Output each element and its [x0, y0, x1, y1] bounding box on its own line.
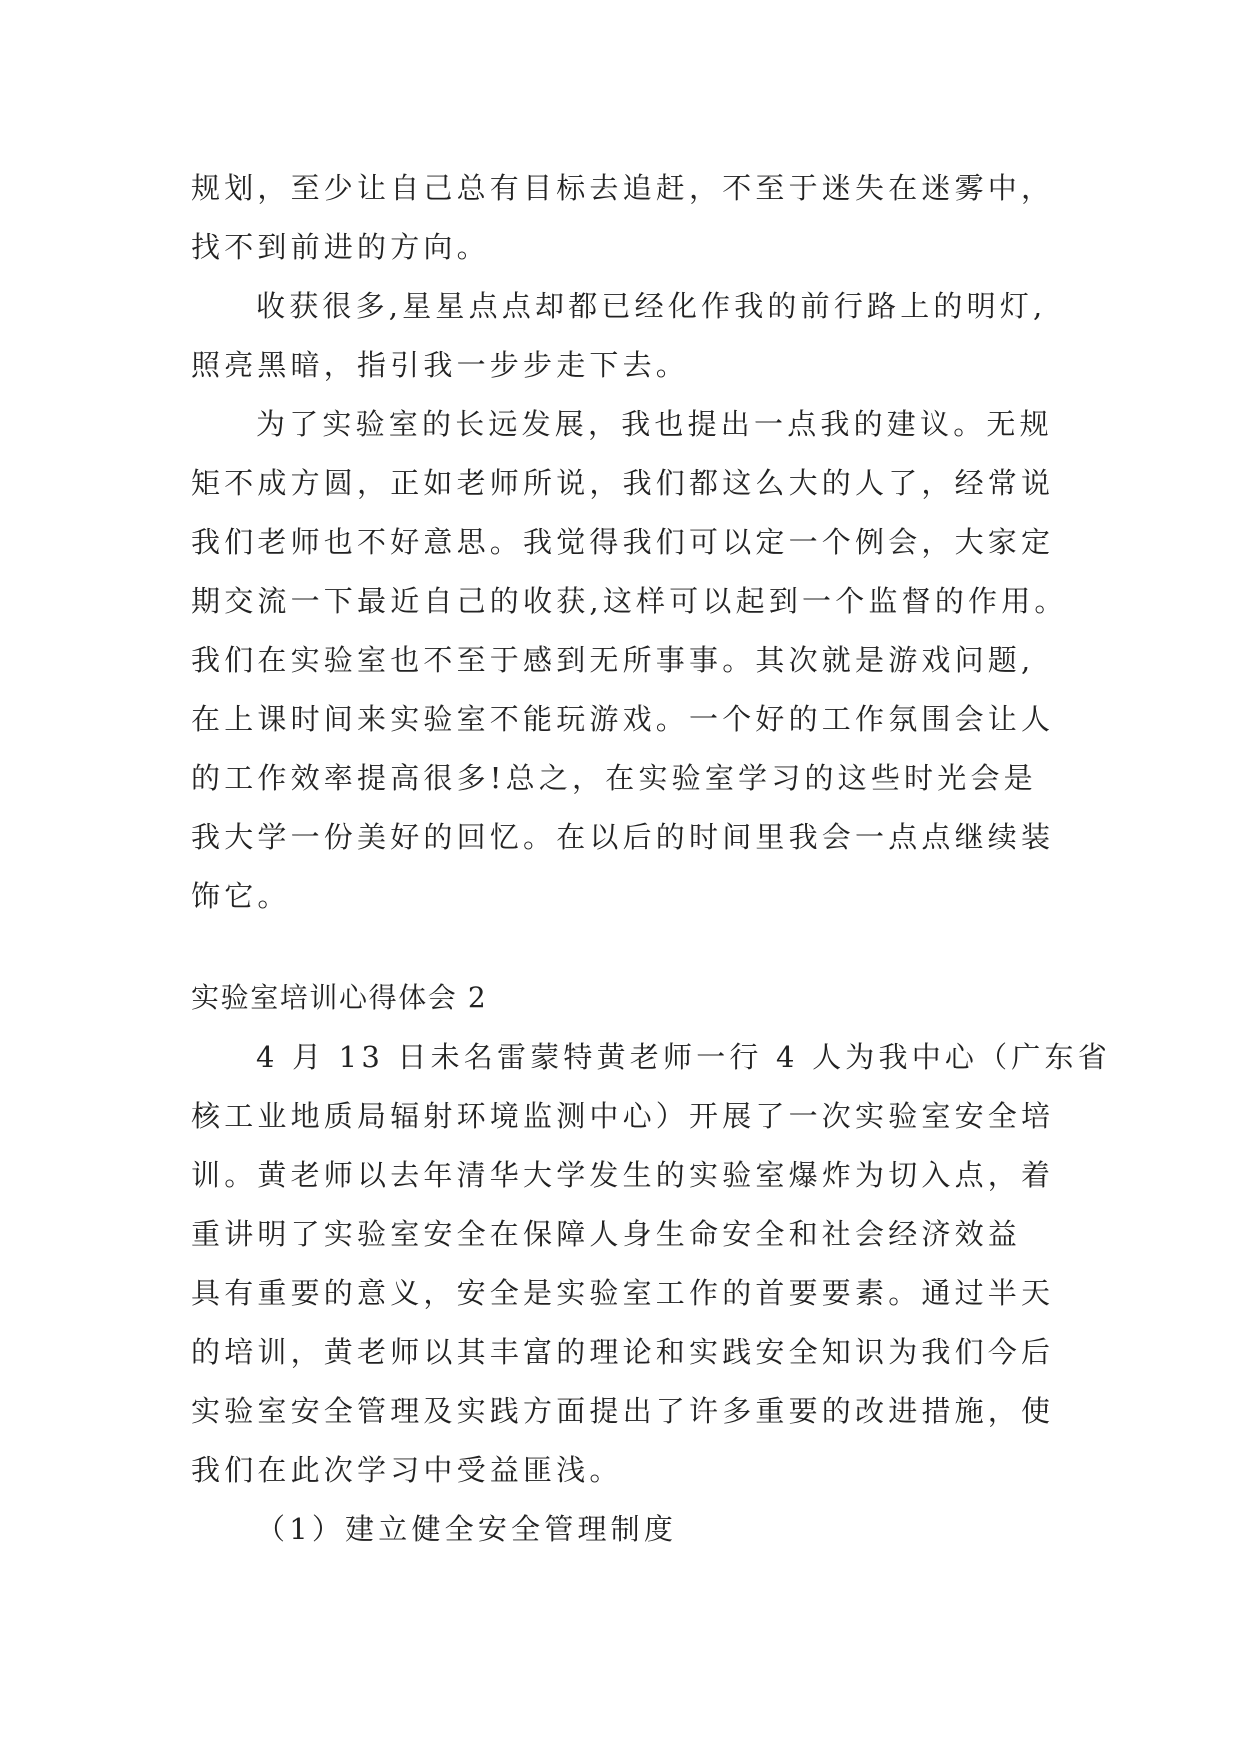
text-line: 在上课时间来实验室不能玩游戏。一个好的工作氛围会让人 [191, 702, 1055, 736]
text-line: 我大学一份美好的回忆。在以后的时间里我会一点点继续装 [191, 820, 1055, 854]
list-item: （1）建立健全安全管理制度 [256, 1512, 678, 1546]
text-line: 我们老师也不好意思。我觉得我们可以定一个例会，大家定 [191, 525, 1055, 559]
text-line: 的工作效率提高很多!总之，在实验室学习的这些时光会是 [191, 761, 1037, 795]
text-line: 重讲明了实验室安全在保障人身生命安全和社会经济效益 [191, 1217, 1022, 1251]
paragraph-first-line: 4 月 13 日未名雷蒙特黄老师一行 4 人为我中心（广东省 [256, 1040, 1111, 1074]
text-line: 矩不成方圆，正如老师所说，我们都这么大的人了，经常说 [191, 466, 1055, 500]
text-line: 规划，至少让自己总有目标去追赶，不至于迷失在迷雾中， [191, 171, 1055, 205]
text-line: 具有重要的意义，安全是实验室工作的首要要素。通过半天 [191, 1276, 1055, 1310]
text-line: 期交流一下最近自己的收获,这样可以起到一个监督的作用。 [191, 584, 1068, 618]
text-line: 训。黄老师以去年清华大学发生的实验室爆炸为切入点，着 [191, 1158, 1055, 1192]
text-line: 饰它。 [191, 879, 291, 913]
paragraph-first-line: 为了实验室的长远发展，我也提出一点我的建议。无规 [256, 407, 1053, 441]
section-title: 实验室培训心得体会 2 [191, 981, 488, 1014]
text-line: 找不到前进的方向。 [191, 230, 490, 264]
text-line: 的培训，黄老师以其丰富的理论和实践安全知识为我们今后 [191, 1335, 1055, 1369]
text-line: 照亮黑暗，指引我一步步走下去。 [191, 348, 690, 382]
text-line: 我们在此次学习中受益匪浅。 [191, 1453, 623, 1487]
text-line: 我们在实验室也不至于感到无所事事。其次就是游戏问题, [191, 643, 1035, 677]
text-line: 核工业地质局辐射环境监测中心）开展了一次实验室安全培 [191, 1099, 1055, 1133]
paragraph-first-line: 收获很多,星星点点却都已经化作我的前行路上的明灯, [256, 289, 1047, 323]
text-line: 实验室安全管理及实践方面提出了许多重要的改进措施，使 [191, 1394, 1055, 1428]
